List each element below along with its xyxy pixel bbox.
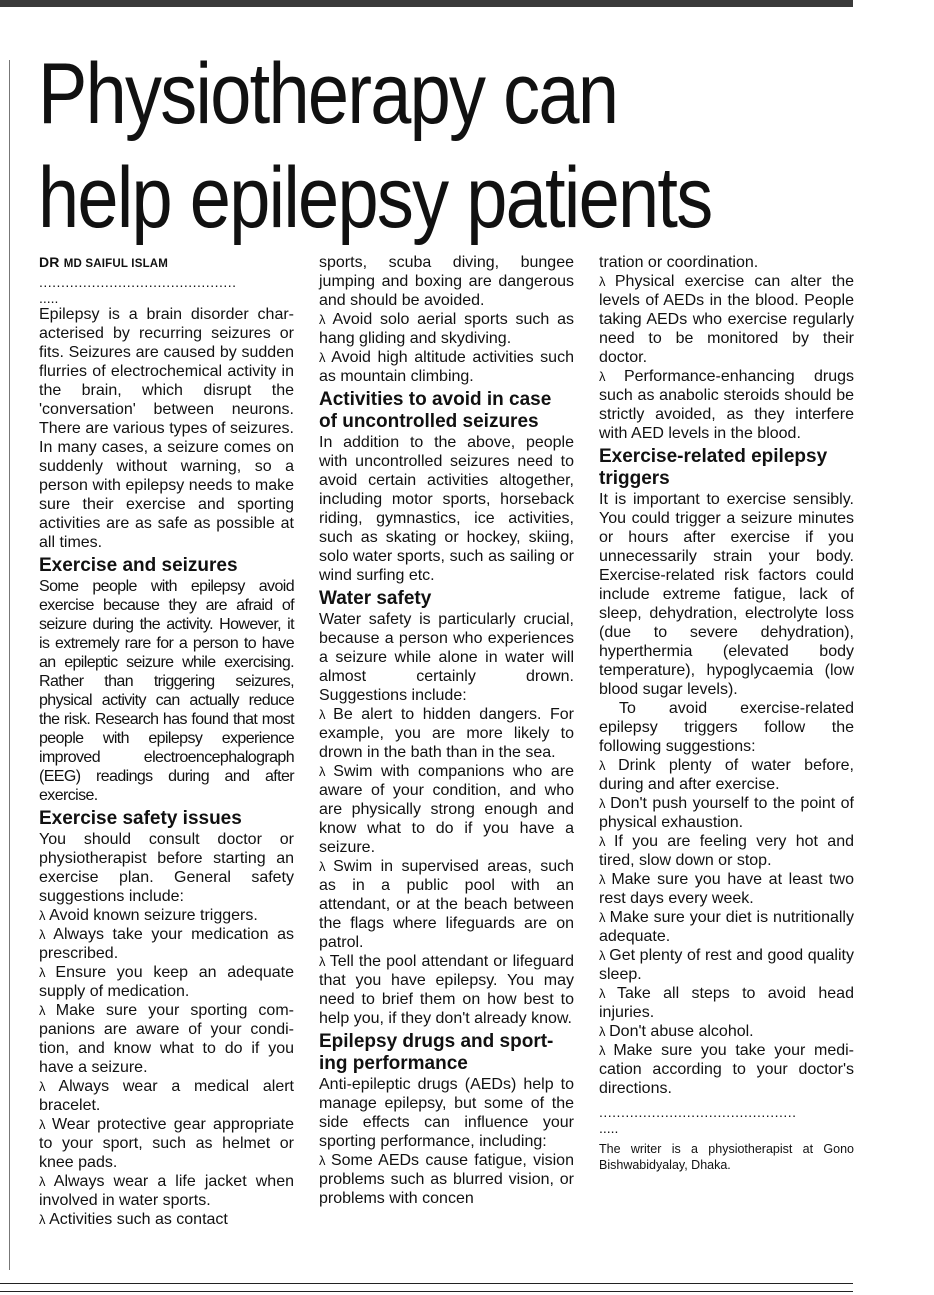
paragraph-exercise-related-triggers: It is important to exercise sensibly. You could trigger a seizure minutes or hours after exercise if you unnecessarily strain your body. Exercise-related risk factors could include extreme fatigue, lack of sleep, dehydration, electrolyte loss (due to severe dehydration), hyperthermia (elevated body temperature), hypoglycaemia (low blood sugar levels). [599, 491, 854, 698]
list-item: λ Always wear a life jacket when involved in water sports. [39, 1172, 294, 1210]
writer-note: The writer is a physiotherapist at Gono Bishwabidyalay, Dhaka. [599, 1142, 854, 1172]
list-item: λ Drink plenty of water before, during and after exercise. [599, 756, 854, 794]
separator-end: ..... [39, 290, 59, 306]
heading-exercise-safety-issues: Exercise safety issues [39, 808, 242, 829]
paragraph-epilepsy-drugs: Anti-epileptic drugs (AEDs) help to manage epilepsy, but some of the side effects can influence your sporting performance, including: [319, 1076, 574, 1150]
byline-prefix: DR [39, 254, 60, 270]
paragraph-avoid-triggers: To avoid exercise-related epilepsy triggers follow the following suggestions: [599, 700, 854, 755]
list-item: λ Make sure you take your medication according to your doctor's directions. [599, 1041, 854, 1098]
heading-exercise-and-seizures: Exercise and seizures [39, 555, 238, 576]
list-item: λ Don't abuse alcohol. [599, 1022, 854, 1041]
list-item: λ Be alert to hidden dangers. For example, you are more likely to drown in the bath than in the sea. [319, 705, 574, 762]
heading-epilepsy-drugs: Epilepsy drugs and sporting performance [319, 1031, 554, 1074]
list-item: λ If you are feeling very hot and tired, slow down or stop. [599, 832, 854, 870]
byline [39, 253, 294, 274]
paragraph-exercise-safety: You should consult doctor or physiotherapist before starting an exercise plan. General safety suggestions include: [39, 831, 294, 905]
list-item: λ Always take your medication as prescribed. [39, 925, 294, 963]
paragraph-water-safety: Water safety is particularly crucial, because a person who experiences a seizure while alone in water will almost certainly drown. Suggestions include: [319, 611, 574, 704]
column-3 [599, 253, 854, 1173]
list-item: λ Make sure your diet is nutritionally adequate. [599, 908, 854, 946]
paragraph-exercise-and-seizures: Some people with epilepsy avoid exercise because they are afraid of seizure during the activity. However, it is extremely rare for a person to have an epileptic seizure while exercising. Rather than triggering seizures, physical activity can actually reduce the risk. Research has found that most people with epilepsy experience improved electroencephalograph (EEG) readings during and after exercise. [39, 578, 294, 804]
list-item: λ Ensure you keep an adequate supply of medication. [39, 963, 294, 1001]
heading-exercise-related-triggers: Exercise-related epilepsy triggers [599, 446, 828, 489]
column-2 [319, 253, 574, 1208]
list-item: λ Get plenty of rest and good quality sleep. [599, 946, 854, 984]
list-item: λ Tell the pool attendant or lifeguard that you have epilepsy. You may need to brief them on how best to help you, if they don't already know. [319, 952, 574, 1028]
list-item: λ Always wear a medical alert bracelet. [39, 1077, 294, 1115]
list-item: λ Activities such as contact [39, 1210, 294, 1229]
list-item: λ Make sure your sporting companions are aware of your condition, and know what to do if you have a seizure. [39, 1001, 294, 1077]
heading-water-safety: Water safety [319, 588, 432, 609]
separator-end: ..... [599, 1120, 619, 1136]
bottom-rule [0, 1291, 853, 1292]
column-1 [39, 253, 294, 1229]
list-item: λ Physical exercise can alter the levels of AEDs in the blood. People taking AEDs who exercise regularly need to be monitored by their doctor. [599, 272, 854, 367]
paragraph-activities-to-avoid: In addition to the above, people with uncontrolled seizures need to avoid certain activities altogether, including motor sports, horseback riding, gymnastics, ice activities, such as skating or hockey, skiing, solo water sports, such as sailing or wind surfing etc. [319, 434, 574, 584]
headline: Physiotherapy can help epilepsy patients [38, 46, 712, 246]
list-item: λ Don't push yourself to the point of physical exhaustion. [599, 794, 854, 832]
list-item: λ Avoid solo aerial sports such as hang gliding and skydiving. [319, 310, 574, 348]
list-item: λ Make sure you have at least two rest days every week. [599, 870, 854, 908]
list-item: λ Wear protective gear appropriate to your sport, such as helmet or knee pads. [39, 1115, 294, 1172]
separator: ............................................. [39, 274, 237, 290]
top-bar [0, 0, 853, 7]
list-item: λ Take all steps to avoid head injuries. [599, 984, 854, 1022]
bottom-rule [0, 1283, 853, 1284]
continued-paragraph: sports, scuba diving, bungee jumping and boxing are dangerous and should be avoided. [319, 254, 574, 309]
list-item: λ Performance-enhancing drugs such as anabolic steroids should be strictly avoided, as they interfere with AED levels in the blood. [599, 367, 854, 443]
list-item: λ Avoid high altitude activities such as mountain climbing. [319, 348, 574, 386]
list-item: λ Avoid known seizure triggers. [39, 906, 294, 925]
separator: ............................................. [599, 1104, 797, 1120]
list-item: λ Some AEDs cause fatigue, vision problems such as blurred vision, or problems with concen [319, 1151, 574, 1208]
left-column-rule [9, 60, 10, 1270]
intro-paragraph: Epilepsy is a brain disorder characterised by recurring seizures or fits. Seizures are caused by sudden flurries of electrochemical activity in the brain, which disrupt the 'conversation' between neurons. There are various types of seizures. In many cases, a seizure comes on suddenly without warning, so a person with epilepsy needs to make sure their exercise and sporting activities are as safe as possible at all times. [39, 306, 294, 551]
list-item: λ Swim with companions who are aware of your condition, and who are physically strong enough and know what to do if you have a seizure. [319, 762, 574, 857]
continued-paragraph: tration or coordination. [599, 254, 759, 271]
byline-name: MD SAIFUL ISLAM [63, 258, 169, 270]
heading-activities-to-avoid: Activities to avoid in case of uncontrolled seizures [319, 389, 552, 432]
list-item: λ Swim in supervised areas, such as in a public pool with an attendant, or at the beach between the flags where lifeguards are on patrol. [319, 857, 574, 952]
